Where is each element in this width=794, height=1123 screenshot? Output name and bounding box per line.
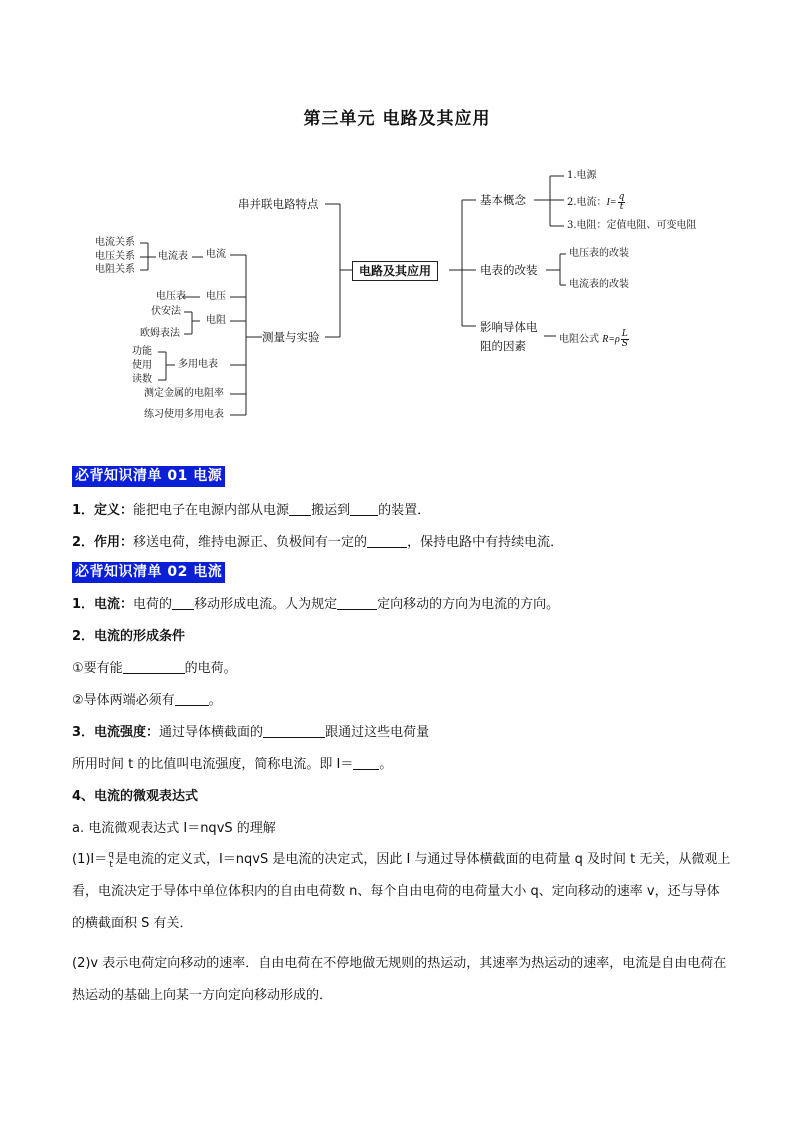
intensity-label: 3．电流强度： [72, 725, 160, 740]
definition-text-b: 搬运到 [311, 503, 351, 518]
current-label: 1．电流： [72, 597, 134, 612]
mm-resistance: 电阻 [206, 315, 226, 326]
mm-usage: 使用 [132, 360, 152, 371]
mm-measure: 测量与实验 [262, 330, 320, 344]
section1-heading-row [72, 466, 225, 487]
page-title: 第三单元 电路及其应用 [303, 109, 491, 129]
mm-current-num: q [618, 192, 625, 202]
micro-expression-sub: a. 电流微观表达式 I＝nqvS 的理解 [72, 821, 276, 836]
mm-resistance-num: L [621, 329, 628, 339]
condition-2-a: ②导体两端必须有 [72, 693, 175, 708]
mm-resistance-fraction [621, 330, 629, 349]
definition-text-a: 能把电子在电源内部从电源 [133, 503, 290, 518]
mm-current-def [567, 193, 626, 212]
mm-basic-concepts: 基本概念 [480, 193, 526, 207]
mm-voltmeter-mod: 电压表的改装 [569, 248, 629, 259]
section1-definition [72, 502, 430, 520]
mm-current-fraction [618, 193, 626, 212]
section1-role [72, 534, 563, 552]
role-text-b: ，保持电路中有持续电流． [407, 535, 564, 550]
mm-current-meter: 电流表 [158, 251, 188, 262]
mm-function: 功能 [132, 346, 152, 357]
blank [289, 502, 311, 516]
section2-item3 [72, 724, 429, 742]
mm-practice-multimeter: 练习使用多用电表 [144, 409, 224, 420]
mm-current-formula: I= [606, 197, 617, 208]
p1-lead: (1)I＝ [72, 852, 108, 867]
p1-num: q [108, 849, 114, 860]
intensity-text-b: 跟通过这些电荷量 [325, 725, 430, 740]
mind-map-lines [0, 160, 794, 420]
definition-text-c: 的装置． [378, 503, 431, 518]
blank [172, 596, 194, 610]
mm-voltage-relation: 电压关系 [95, 251, 135, 262]
blank [367, 534, 407, 548]
mm-current-den: t [619, 202, 624, 212]
blank [263, 724, 325, 738]
p1-fraction [108, 850, 114, 870]
mm-current-relation: 电流关系 [95, 237, 135, 248]
condition-1 [72, 660, 237, 678]
section2-item4: 4、电流的微观表达式 [72, 789, 199, 804]
mm-current-def-prefix: 2.电流： [567, 197, 607, 208]
mm-voltage: 电压 [206, 291, 226, 302]
definition-label: 1．定义： [72, 503, 134, 518]
intensity-text-c: 所用时间 t 的比值叫电流强度，简称电流。即 I＝ [72, 757, 354, 772]
condition-1-b: 的电荷。 [184, 661, 237, 676]
blank [123, 660, 185, 674]
mm-factors-2: 阻的因素 [480, 339, 526, 353]
condition-2 [72, 692, 222, 710]
mm-factors-1: 影响导体电 [480, 320, 538, 334]
mm-voltmeter: 电压表 [156, 291, 186, 302]
mm-current: 电流 [206, 249, 226, 260]
micro-expression-p1 [72, 844, 732, 940]
mm-resistance-relation: 电阻关系 [95, 264, 135, 275]
blank [337, 596, 377, 610]
mm-resistance-formula-lhs: R=ρ [602, 334, 620, 345]
intensity-text-a: 通过导体横截面的 [159, 725, 264, 740]
mind-map-center: 电路及其应用 [352, 261, 438, 281]
section2-heading-row [72, 562, 225, 583]
section2-item2: 2．电流的形成条件 [72, 629, 186, 644]
p1-body: 是电流的定义式，I＝nqvS 是电流的决定式，因此 I 与通过导体横截面的电荷量 q 及时间 t 无关，从微观上看，电流决定于导体中单位体积内的自由电荷数 n、每个自由电荷的电荷量大小 q、定向移动的速率 v，还与导体的横截面积 S 有关． [72, 852, 731, 931]
role-label: 2．作用： [72, 535, 134, 550]
micro-expression-p2: (2)v 表示电荷定向移动的速率．自由电荷在不停地做无规则的热运动，其速率为热运动的速率，电流是自由电荷在热运动的基础上向某一方向定向移动形成的． [72, 956, 727, 1003]
mm-voltammetry: 伏安法 [151, 306, 181, 317]
mm-ammeter-mod: 电流表的改装 [569, 279, 629, 290]
mm-series-parallel: 串并联电路特点 [238, 197, 319, 211]
mm-resistance-den: S [621, 339, 628, 349]
blank [350, 502, 378, 516]
mm-reading: 读数 [132, 374, 152, 385]
mm-meter-mod: 电表的改装 [480, 263, 538, 277]
mm-resistance-types: 3.电阻：定值电阻、可变电阻 [567, 220, 697, 231]
blank [353, 756, 379, 770]
current-text-b: 移动形成电流。人为规定 [194, 597, 338, 612]
blank [175, 692, 209, 706]
current-text-a: 电荷的 [133, 597, 173, 612]
mm-metal-resistivity: 测定金属的电阻率 [144, 388, 224, 399]
condition-2-b: 。 [208, 693, 222, 708]
mm-resistance-formula [559, 330, 630, 349]
section2-item3-cont [72, 756, 392, 774]
p1-den: t [109, 859, 113, 870]
section2-heading: 必背知识清单 02 电流 [72, 562, 225, 583]
current-text-c: 定向移动的方向为电流的方向。 [377, 597, 560, 612]
mm-ohmmeter: 欧姆表法 [140, 328, 180, 339]
mm-resistance-formula-prefix: 电阻公式 [559, 334, 599, 345]
section1-heading: 必背知识清单 01 电源 [72, 466, 225, 487]
mind-map [0, 160, 794, 420]
section2-item1 [72, 596, 559, 614]
mm-source: 1.电源 [567, 170, 597, 181]
role-text-a: 移送电荷，维持电源正、负极间有一定的 [133, 535, 368, 550]
intensity-text-d: 。 [379, 757, 393, 772]
condition-1-a: ①要有能 [72, 661, 123, 676]
mm-multimeter: 多用电表 [178, 359, 218, 370]
